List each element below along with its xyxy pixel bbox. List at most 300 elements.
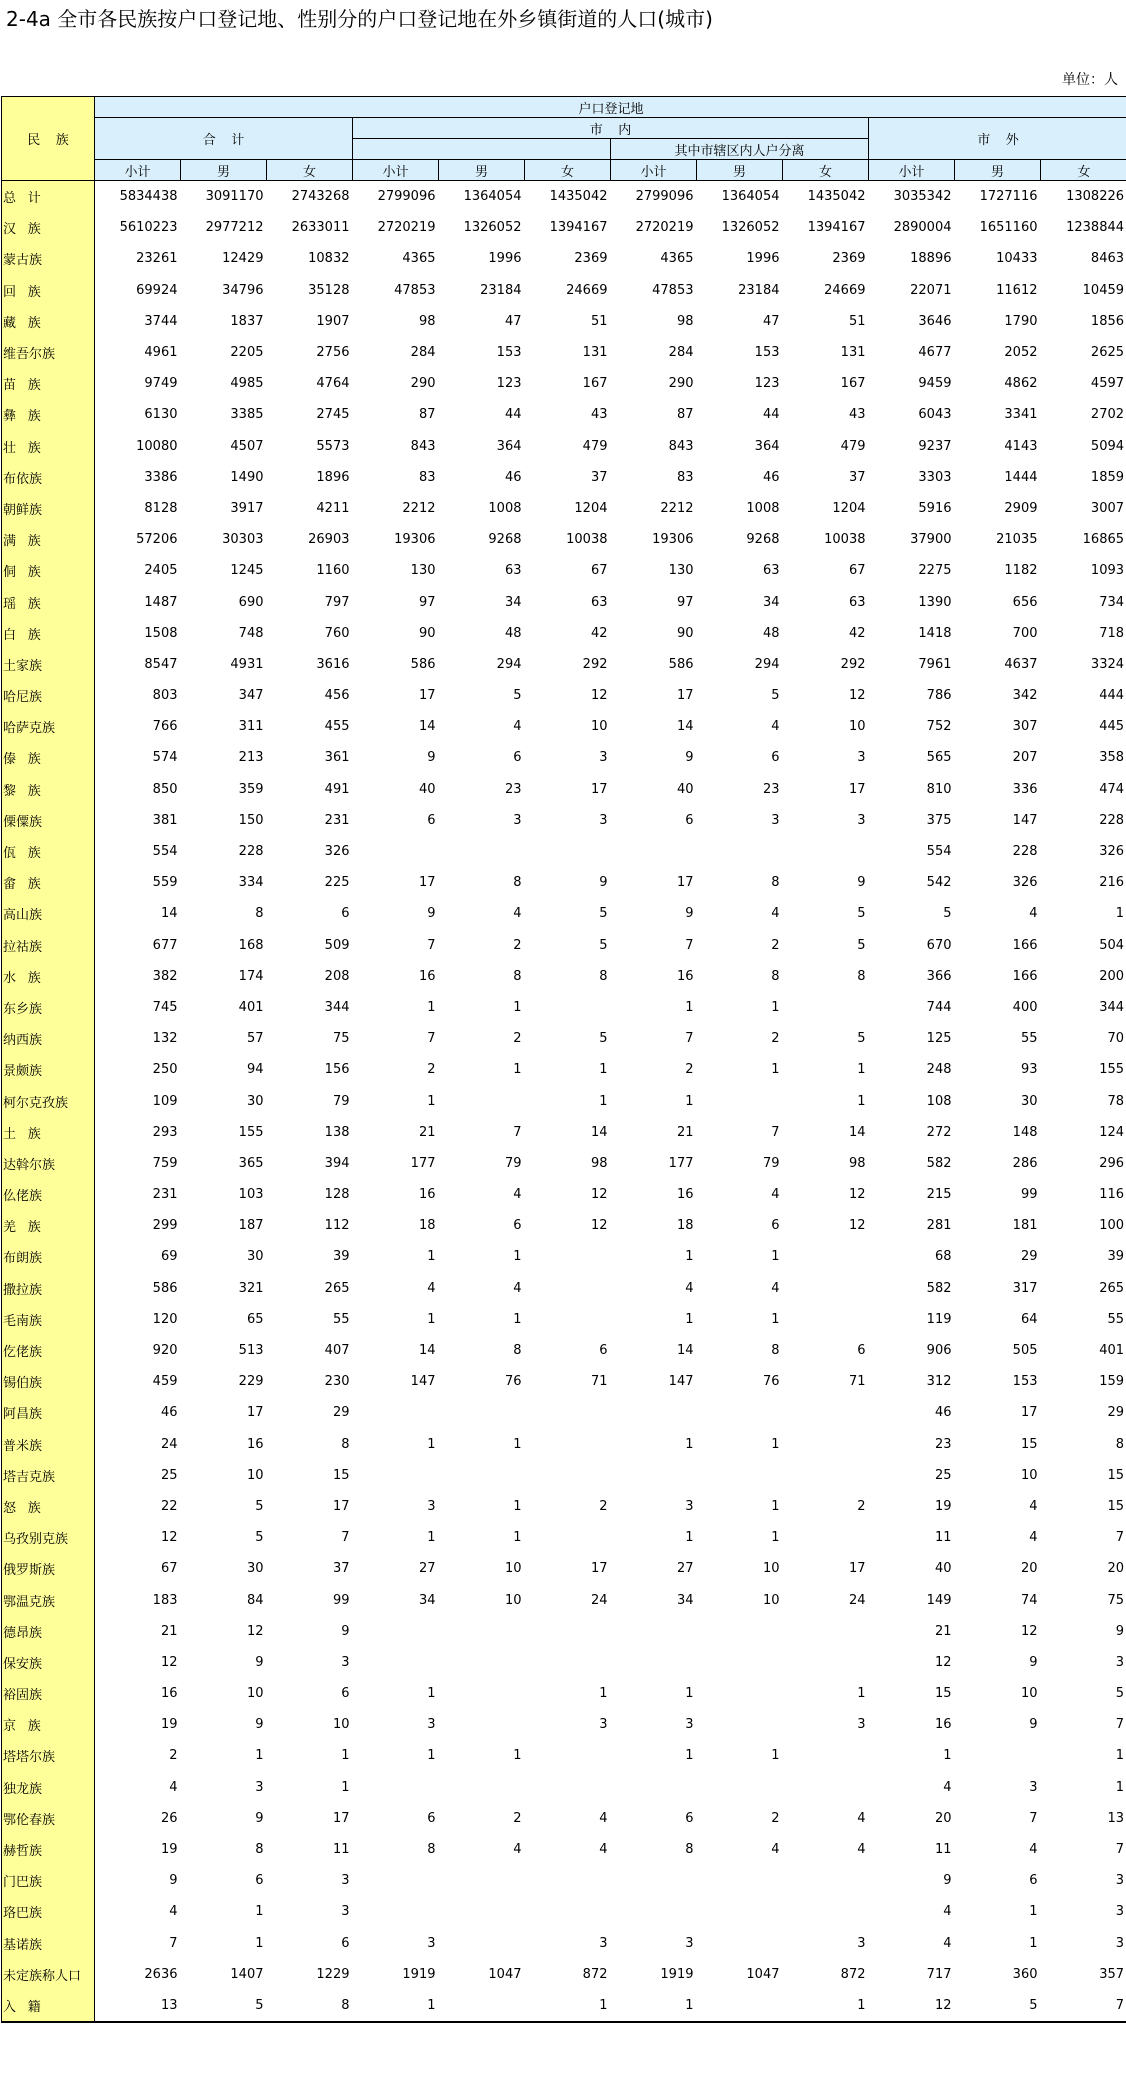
table-row bbox=[2, 1491, 1126, 1522]
table-body bbox=[2, 181, 1126, 2023]
cell-value: 1 bbox=[353, 1990, 439, 2022]
cell-value: 744 bbox=[926, 999, 952, 1015]
table-row bbox=[2, 1023, 1126, 1054]
row-minzu-name: 水族 bbox=[2, 961, 95, 992]
cell-value: 37 bbox=[332, 1561, 350, 1577]
cell-value: 1390 bbox=[918, 594, 952, 610]
cell-value: 71 bbox=[848, 1374, 866, 1390]
cell-value: 9 bbox=[169, 1873, 178, 1889]
cell-value: 1008 bbox=[746, 500, 780, 516]
cell-value bbox=[525, 1304, 611, 1335]
cell-value bbox=[353, 1616, 439, 1647]
cell-value: 326 bbox=[1041, 836, 1126, 867]
cell-value: 30 bbox=[246, 1561, 264, 1577]
cell-value: 677 bbox=[152, 937, 178, 953]
cell-value: 2890004 bbox=[893, 220, 952, 236]
row-minzu-name: 仡佬族 bbox=[2, 1335, 95, 1366]
cell-value: 3744 bbox=[144, 313, 178, 329]
cell-value: 15 bbox=[1041, 1491, 1126, 1522]
cell-value: 445 bbox=[1041, 711, 1126, 742]
table-row bbox=[2, 1460, 1126, 1491]
cell-value: 407 bbox=[324, 1343, 350, 1359]
cell-value: 5 bbox=[255, 1530, 264, 1546]
cell-value: 8 bbox=[1041, 1429, 1126, 1460]
cell-value: 1 bbox=[771, 1530, 780, 1546]
cell-value bbox=[783, 1429, 869, 1460]
table-row bbox=[2, 1273, 1126, 1304]
cell-value: 156 bbox=[324, 1062, 350, 1078]
cell-value: 1790 bbox=[1004, 313, 1038, 329]
cell-value: 375 bbox=[926, 812, 952, 828]
cell-value: 3386 bbox=[144, 469, 178, 485]
cell-value: 63 bbox=[504, 563, 522, 579]
row-minzu-name: 普米族 bbox=[2, 1429, 95, 1460]
cell-value: 12 bbox=[1020, 1623, 1038, 1639]
cell-value: 55 bbox=[1041, 1304, 1126, 1335]
cell-value: 3 bbox=[341, 1904, 350, 1920]
cell-value bbox=[353, 1896, 439, 1927]
cell-value bbox=[525, 1616, 611, 1647]
cell-value: 10 bbox=[246, 1467, 264, 1483]
row-minzu-name: 阿昌族 bbox=[2, 1397, 95, 1428]
cell-value: 4 bbox=[771, 1842, 780, 1858]
cell-value bbox=[697, 1709, 783, 1740]
cell-value: 8 bbox=[513, 875, 522, 891]
cell-value: 23 bbox=[762, 781, 780, 797]
cell-value: 459 bbox=[152, 1374, 178, 1390]
cell-value: 30 bbox=[1020, 1093, 1038, 1109]
cell-value: 78 bbox=[1041, 1085, 1126, 1116]
cell-value: 9 bbox=[1041, 1616, 1126, 1647]
cell-value: 63 bbox=[848, 594, 866, 610]
table-row bbox=[2, 1054, 1126, 1085]
row-minzu-name: 傣族 bbox=[2, 742, 95, 773]
cell-value: 6 bbox=[771, 750, 780, 766]
cell-value: 2720219 bbox=[635, 220, 694, 236]
cell-value: 4211 bbox=[316, 500, 350, 516]
cell-value: 1 bbox=[857, 1062, 866, 1078]
cell-value: 55 bbox=[1020, 1031, 1038, 1047]
cell-value: 586 bbox=[410, 656, 436, 672]
row-minzu-name: 藏族 bbox=[2, 306, 95, 337]
cell-value: 1 bbox=[341, 1779, 350, 1795]
cell-value: 10 bbox=[504, 1592, 522, 1608]
header-shinei: 市内 bbox=[353, 118, 869, 139]
cell-value bbox=[353, 836, 439, 867]
cell-value: 1364054 bbox=[463, 189, 522, 205]
cell-value: 265 bbox=[324, 1280, 350, 1296]
cell-value: 4 bbox=[857, 1810, 866, 1826]
cell-value bbox=[697, 1678, 783, 1709]
cell-value: 3091170 bbox=[205, 189, 264, 205]
cell-value: 797 bbox=[324, 594, 350, 610]
cell-value: 44 bbox=[762, 407, 780, 423]
row-minzu-name: 高山族 bbox=[2, 898, 95, 929]
row-minzu-name: 维吾尔族 bbox=[2, 337, 95, 368]
cell-value: 1 bbox=[513, 1748, 522, 1764]
cell-value: 10 bbox=[762, 1592, 780, 1608]
table-row bbox=[2, 1647, 1126, 1678]
cell-value: 2 bbox=[513, 1031, 522, 1047]
cell-value: 9459 bbox=[918, 376, 952, 392]
cell-value: 2702 bbox=[1041, 399, 1126, 430]
row-minzu-name: 朝鲜族 bbox=[2, 493, 95, 524]
cell-value bbox=[955, 1740, 1041, 1771]
cell-value: 8 bbox=[771, 968, 780, 984]
cell-value: 21035 bbox=[996, 532, 1038, 548]
cell-value: 752 bbox=[926, 719, 952, 735]
table-row bbox=[2, 711, 1126, 742]
cell-value: 9 bbox=[685, 750, 694, 766]
row-minzu-name: 塔塔尔族 bbox=[2, 1740, 95, 1771]
cell-value: 67 bbox=[590, 563, 608, 579]
cell-value: 4143 bbox=[1004, 438, 1038, 454]
cell-value: 34796 bbox=[222, 282, 264, 298]
cell-value: 131 bbox=[582, 345, 608, 361]
cell-value: 4365 bbox=[402, 251, 436, 267]
cell-value: 19306 bbox=[394, 532, 436, 548]
cell-value bbox=[783, 1460, 869, 1491]
cell-value: 565 bbox=[926, 750, 952, 766]
cell-value: 542 bbox=[926, 875, 952, 891]
cell-value: 153 bbox=[496, 345, 522, 361]
cell-value: 3 bbox=[857, 812, 866, 828]
cell-value: 311 bbox=[238, 719, 264, 735]
cell-value: 4 bbox=[513, 719, 522, 735]
cell-value: 119 bbox=[926, 1311, 952, 1327]
cell-value: 491 bbox=[324, 781, 350, 797]
cell-value: 5834438 bbox=[119, 189, 178, 205]
cell-value: 98 bbox=[590, 1155, 608, 1171]
header-shiwai-nv: 女 bbox=[1041, 160, 1126, 181]
header-heji-xiaoji: 小计 bbox=[95, 160, 181, 181]
cell-value: 34 bbox=[676, 1592, 694, 1608]
cell-value: 9 bbox=[427, 906, 436, 922]
cell-value: 14 bbox=[160, 906, 178, 922]
table-row bbox=[2, 867, 1126, 898]
table-row bbox=[2, 1553, 1126, 1584]
cell-value: 7 bbox=[1041, 1522, 1126, 1553]
cell-value: 5610223 bbox=[119, 220, 178, 236]
cell-value: 3917 bbox=[230, 500, 264, 516]
row-minzu-name: 羌族 bbox=[2, 1210, 95, 1241]
table-row bbox=[2, 1241, 1126, 1272]
cell-value: 513 bbox=[238, 1343, 264, 1359]
cell-value: 19 bbox=[160, 1717, 178, 1733]
row-minzu-name: 门巴族 bbox=[2, 1865, 95, 1896]
cell-value: 75 bbox=[332, 1031, 350, 1047]
cell-value: 1 bbox=[427, 1686, 436, 1702]
cell-value bbox=[697, 1616, 783, 1647]
table-row bbox=[2, 306, 1126, 337]
cell-value: 22071 bbox=[910, 282, 952, 298]
cell-value: 1204 bbox=[574, 500, 608, 516]
cell-value: 47 bbox=[504, 313, 522, 329]
cell-value: 4961 bbox=[144, 345, 178, 361]
cell-value: 177 bbox=[410, 1155, 436, 1171]
cell-value: 26903 bbox=[308, 532, 350, 548]
cell-value: 48 bbox=[762, 625, 780, 641]
cell-value: 8 bbox=[857, 968, 866, 984]
cell-value bbox=[525, 992, 611, 1023]
cell-value: 1 bbox=[943, 1748, 952, 1764]
cell-value: 1 bbox=[685, 1249, 694, 1265]
row-minzu-name: 哈萨克族 bbox=[2, 711, 95, 742]
cell-value: 1490 bbox=[230, 469, 264, 485]
cell-value: 16 bbox=[160, 1686, 178, 1702]
cell-value bbox=[611, 1460, 697, 1491]
cell-value: 554 bbox=[926, 844, 952, 860]
row-minzu-name: 哈尼族 bbox=[2, 680, 95, 711]
cell-value: 3 bbox=[771, 812, 780, 828]
cell-value: 7 bbox=[427, 937, 436, 953]
cell-value: 293 bbox=[152, 1124, 178, 1140]
header-shinei-nan: 男 bbox=[439, 160, 525, 181]
cell-value: 47853 bbox=[652, 282, 694, 298]
cell-value: 168 bbox=[238, 937, 264, 953]
cell-value: 6 bbox=[255, 1873, 264, 1889]
table-row bbox=[2, 399, 1126, 430]
cell-value: 132 bbox=[152, 1031, 178, 1047]
cell-value: 281 bbox=[926, 1218, 952, 1234]
cell-value bbox=[783, 1397, 869, 1428]
cell-value: 6 bbox=[427, 1810, 436, 1826]
row-minzu-name: 俄罗斯族 bbox=[2, 1553, 95, 1584]
cell-value: 326 bbox=[324, 844, 350, 860]
header-shiwai: 市外 bbox=[869, 118, 1126, 160]
row-minzu-name: 汉族 bbox=[2, 212, 95, 243]
cell-value: 1 bbox=[513, 1311, 522, 1327]
cell-value: 8 bbox=[341, 1436, 350, 1452]
row-minzu-name: 布依族 bbox=[2, 462, 95, 493]
cell-value: 700 bbox=[1012, 625, 1038, 641]
cell-value bbox=[783, 836, 869, 867]
cell-value bbox=[353, 1772, 439, 1803]
cell-value: 296 bbox=[1041, 1148, 1126, 1179]
header-minzu: 民族 bbox=[2, 97, 95, 181]
table-row bbox=[2, 1304, 1126, 1335]
cell-value: 250 bbox=[152, 1062, 178, 1078]
cell-value: 15 bbox=[934, 1686, 952, 1702]
cell-value: 582 bbox=[926, 1155, 952, 1171]
cell-value: 1394167 bbox=[549, 220, 608, 236]
cell-value: 6 bbox=[427, 812, 436, 828]
cell-value: 83 bbox=[418, 469, 436, 485]
table-row bbox=[2, 1865, 1126, 1896]
cell-value: 1 bbox=[513, 1436, 522, 1452]
cell-value bbox=[439, 1928, 525, 1959]
cell-value: 4677 bbox=[918, 345, 952, 361]
cell-value: 12429 bbox=[222, 251, 264, 267]
cell-value: 167 bbox=[582, 376, 608, 392]
cell-value: 12 bbox=[160, 1530, 178, 1546]
cell-value: 65 bbox=[246, 1311, 264, 1327]
cell-value: 17 bbox=[332, 1498, 350, 1514]
cell-value: 920 bbox=[152, 1343, 178, 1359]
row-minzu-name: 达斡尔族 bbox=[2, 1148, 95, 1179]
cell-value: 43 bbox=[590, 407, 608, 423]
cell-value: 6 bbox=[513, 1218, 522, 1234]
cell-value: 3 bbox=[513, 812, 522, 828]
table-row bbox=[2, 1959, 1126, 1990]
cell-value: 17 bbox=[848, 1561, 866, 1577]
cell-value: 1919 bbox=[402, 1966, 436, 1982]
cell-value: 1 bbox=[341, 1748, 350, 1764]
cell-value: 745 bbox=[152, 999, 178, 1015]
cell-value: 29 bbox=[332, 1405, 350, 1421]
cell-value: 1 bbox=[771, 1436, 780, 1452]
row-minzu-name: 裕固族 bbox=[2, 1678, 95, 1709]
cell-value: 717 bbox=[926, 1966, 952, 1982]
table-row bbox=[2, 961, 1126, 992]
cell-value: 46 bbox=[504, 469, 522, 485]
cell-value: 29 bbox=[1020, 1249, 1038, 1265]
cell-value: 7 bbox=[341, 1530, 350, 1546]
table-row bbox=[2, 1210, 1126, 1241]
cell-value: 2745 bbox=[316, 407, 350, 423]
cell-value: 4 bbox=[599, 1810, 608, 1826]
cell-value: 1435042 bbox=[807, 189, 866, 205]
header-qizhong-xiaoji: 小计 bbox=[611, 160, 697, 181]
cell-value: 3303 bbox=[918, 469, 952, 485]
cell-value: 57 bbox=[246, 1031, 264, 1047]
cell-value: 6 bbox=[771, 1218, 780, 1234]
cell-value: 9268 bbox=[488, 532, 522, 548]
cell-value: 99 bbox=[1020, 1187, 1038, 1203]
cell-value: 2212 bbox=[402, 500, 436, 516]
cell-value: 3007 bbox=[1041, 493, 1126, 524]
cell-value: 16 bbox=[676, 1187, 694, 1203]
cell-value: 147 bbox=[410, 1374, 436, 1390]
cell-value: 51 bbox=[590, 313, 608, 329]
cell-value: 17 bbox=[418, 688, 436, 704]
cell-value: 138 bbox=[324, 1124, 350, 1140]
cell-value: 872 bbox=[840, 1966, 866, 1982]
cell-value: 16 bbox=[934, 1717, 952, 1733]
row-minzu-name: 苗族 bbox=[2, 368, 95, 399]
cell-value: 231 bbox=[324, 812, 350, 828]
header-shiwai-nan: 男 bbox=[955, 160, 1041, 181]
table-row bbox=[2, 1148, 1126, 1179]
cell-value: 394 bbox=[324, 1155, 350, 1171]
cell-value: 3 bbox=[685, 1935, 694, 1951]
cell-value: 586 bbox=[668, 656, 694, 672]
cell-value: 159 bbox=[1041, 1366, 1126, 1397]
cell-value: 4 bbox=[771, 1280, 780, 1296]
row-minzu-name: 总计 bbox=[2, 181, 95, 213]
cell-value: 2212 bbox=[660, 500, 694, 516]
cell-value: 3 bbox=[599, 812, 608, 828]
header-qizhong-nv: 女 bbox=[783, 160, 869, 181]
cell-value: 1 bbox=[685, 1311, 694, 1327]
cell-value: 14 bbox=[676, 719, 694, 735]
cell-value: 23 bbox=[934, 1436, 952, 1452]
cell-value: 1326052 bbox=[463, 220, 522, 236]
cell-value bbox=[439, 1990, 525, 2022]
cell-value: 1 bbox=[685, 1686, 694, 1702]
cell-value: 8 bbox=[771, 1343, 780, 1359]
row-minzu-name: 佤族 bbox=[2, 836, 95, 867]
cell-value: 84 bbox=[246, 1592, 264, 1608]
cell-value: 456 bbox=[324, 688, 350, 704]
cell-value: 2 bbox=[599, 1498, 608, 1514]
table-row bbox=[2, 462, 1126, 493]
cell-value: 18896 bbox=[910, 251, 952, 267]
cell-value: 9268 bbox=[746, 532, 780, 548]
cell-value: 1 bbox=[513, 999, 522, 1015]
cell-value: 79 bbox=[332, 1093, 350, 1109]
cell-value: 1 bbox=[255, 1904, 264, 1920]
cell-value: 147 bbox=[1012, 812, 1038, 828]
cell-value: 10080 bbox=[136, 438, 178, 454]
cell-value: 2 bbox=[771, 937, 780, 953]
cell-value: 10433 bbox=[996, 251, 1038, 267]
cell-value: 2 bbox=[513, 937, 522, 953]
cell-value: 9 bbox=[599, 875, 608, 891]
cell-value: 3 bbox=[1041, 1647, 1126, 1678]
cell-value bbox=[353, 1647, 439, 1678]
cell-value: 3035342 bbox=[893, 189, 952, 205]
cell-value: 103 bbox=[238, 1187, 264, 1203]
table-row bbox=[2, 337, 1126, 368]
cell-value: 67 bbox=[160, 1561, 178, 1577]
cell-value: 17 bbox=[1020, 1405, 1038, 1421]
cell-value: 63 bbox=[590, 594, 608, 610]
cell-value: 155 bbox=[238, 1124, 264, 1140]
cell-value: 1837 bbox=[230, 313, 264, 329]
cell-value: 1 bbox=[771, 999, 780, 1015]
cell-value: 2275 bbox=[918, 563, 952, 579]
table-row bbox=[2, 836, 1126, 867]
cell-value: 17 bbox=[332, 1810, 350, 1826]
row-minzu-name: 怒族 bbox=[2, 1491, 95, 1522]
cell-value: 21 bbox=[934, 1623, 952, 1639]
cell-value: 130 bbox=[410, 563, 436, 579]
cell-value bbox=[783, 1772, 869, 1803]
cell-value: 174 bbox=[238, 968, 264, 984]
cell-value: 759 bbox=[152, 1155, 178, 1171]
cell-value: 656 bbox=[1012, 594, 1038, 610]
cell-value: 1418 bbox=[918, 625, 952, 641]
header-shinei-nv: 女 bbox=[525, 160, 611, 181]
cell-value: 167 bbox=[840, 376, 866, 392]
cell-value bbox=[611, 1896, 697, 1927]
cell-value: 27 bbox=[676, 1561, 694, 1577]
table-row bbox=[2, 1896, 1126, 1927]
cell-value: 181 bbox=[1012, 1218, 1038, 1234]
cell-value bbox=[783, 1740, 869, 1771]
cell-value: 12 bbox=[160, 1654, 178, 1670]
cell-value: 4365 bbox=[660, 251, 694, 267]
cell-value: 1 bbox=[771, 1249, 780, 1265]
cell-value: 23261 bbox=[136, 251, 178, 267]
table-row bbox=[2, 1429, 1126, 1460]
cell-value: 40 bbox=[418, 781, 436, 797]
cell-value: 8 bbox=[267, 1990, 353, 2022]
cell-value: 1919 bbox=[660, 1966, 694, 1982]
cell-value: 505 bbox=[1012, 1343, 1038, 1359]
row-minzu-name: 赫哲族 bbox=[2, 1834, 95, 1865]
cell-value: 5573 bbox=[316, 438, 350, 454]
cell-value: 12 bbox=[848, 688, 866, 704]
header-shiwai-xiaoji: 小计 bbox=[869, 160, 955, 181]
cell-value: 444 bbox=[1041, 680, 1126, 711]
cell-value: 90 bbox=[418, 625, 436, 641]
cell-value: 5 bbox=[857, 906, 866, 922]
cell-value: 3 bbox=[1041, 1896, 1126, 1927]
cell-value: 1407 bbox=[230, 1966, 264, 1982]
cell-value: 8 bbox=[685, 1842, 694, 1858]
